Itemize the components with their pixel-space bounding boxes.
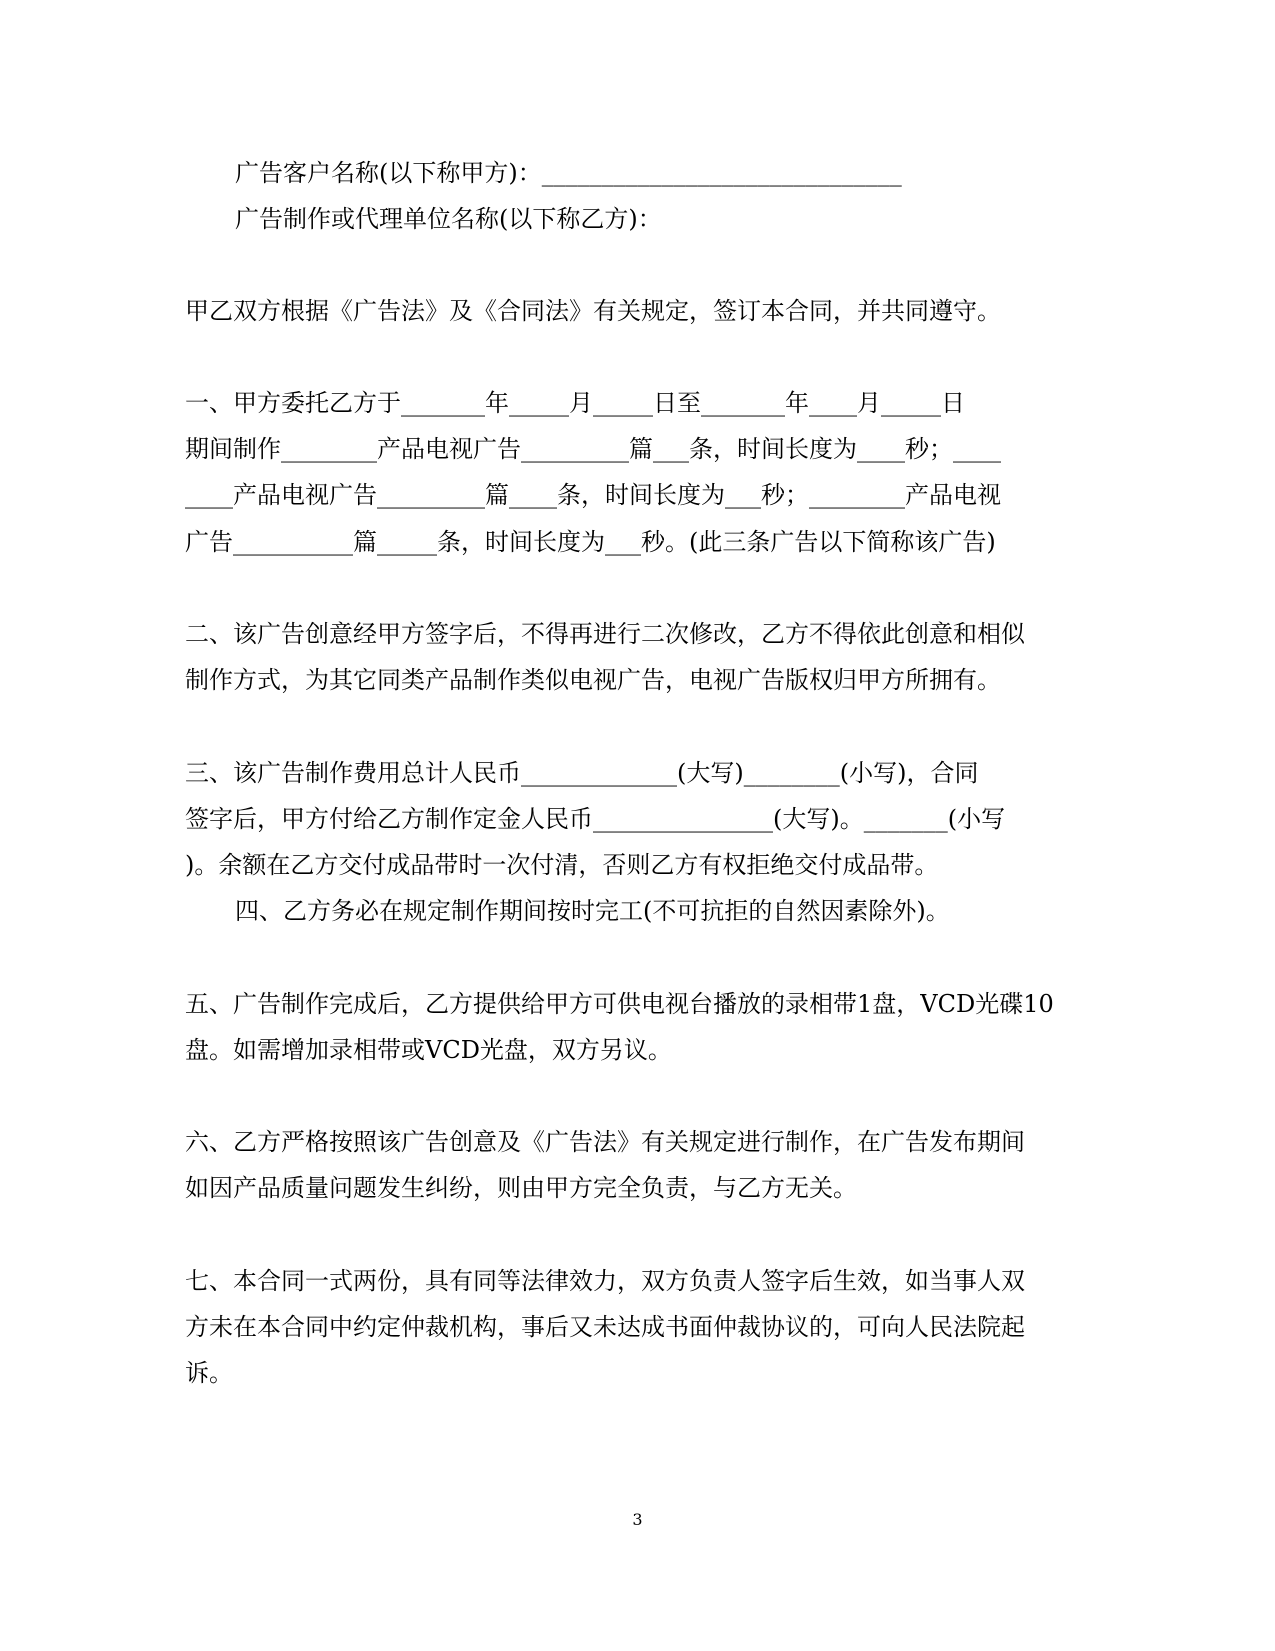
clause-3-line-3: )。余额在乙方交付成品带时一次付清，否则乙方有权拒绝交付成品带。 xyxy=(185,851,939,879)
clause-3-line-2: 签字后，甲方付给乙方制作定金人民币_______________(大写)。_______(小写 xyxy=(185,805,1006,833)
clause-7-line-2: 方未在本合同中约定仲裁机构，事后又未达成书面仲裁协议的，可向人民法院起 xyxy=(185,1313,1025,1341)
client-name-line: 广告客户名称(以下称甲方)：______________________________ xyxy=(235,159,902,187)
clause-6-line-1: 六、乙方严格按照该广告创意及《广告法》有关规定进行制作，在广告发布期间 xyxy=(185,1128,1025,1156)
clause-7-line-3: 诉。 xyxy=(185,1359,233,1387)
clause-1-line-2: 期间制作________产品电视广告_________篇___条，时间长度为____秒；____ xyxy=(185,435,1001,463)
clause-5-line-2: 盘。如需增加录相带或VCD光盘，双方另议。 xyxy=(185,1036,672,1064)
clause-7-line-1: 七、本合同一式两份，具有同等法律效力，双方负责人签字后生效，如当事人双 xyxy=(185,1267,1025,1295)
clause-1-line-1: 一、甲方委托乙方于_______年_____月_____日至_______年____月_____日 xyxy=(185,389,965,417)
clause-6-line-2: 如因产品质量问题发生纠纷，则由甲方完全负责，与乙方无关。 xyxy=(185,1174,857,1202)
preamble: 甲乙双方根据《广告法》及《合同法》有关规定，签订本合同，并共同遵守。 xyxy=(185,297,1001,325)
clause-2-line-1: 二、该广告创意经甲方签字后，不得再进行二次修改，乙方不得依此创意和相似 xyxy=(185,620,1025,648)
clause-4-line-1: 四、乙方务必在规定制作期间按时完工(不可抗拒的自然因素除外)。 xyxy=(235,897,950,925)
agency-name-line: 广告制作或代理单位名称(以下称乙方)： xyxy=(235,205,662,233)
clause-1-line-3: ____产品电视广告_________篇____条，时间长度为___秒；________产品电视 xyxy=(185,481,1001,509)
clause-2-line-2: 制作方式，为其它同类产品制作类似电视广告，电视广告版权归甲方所拥有。 xyxy=(185,666,1001,694)
clause-1-line-4: 广告__________篇_____条，时间长度为___秒。(此三条广告以下简称该广告) xyxy=(185,528,996,556)
clause-3-line-1: 三、该广告制作费用总计人民币_____________(大写)________(小写)，合同 xyxy=(185,759,979,787)
clause-5-line-1: 五、广告制作完成后，乙方提供给甲方可供电视台播放的录相带1盘，VCD光碟10 xyxy=(185,990,1054,1018)
page-number: 3 xyxy=(632,1510,643,1529)
